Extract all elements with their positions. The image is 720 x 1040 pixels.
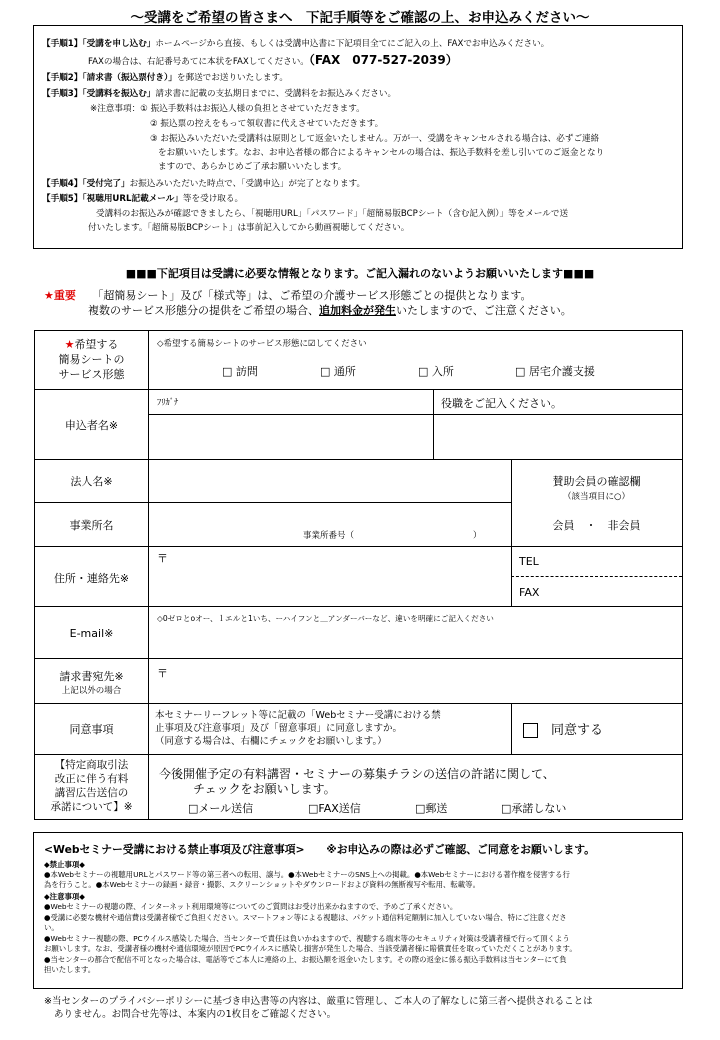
ad-option-decline[interactable]: □承諾しない xyxy=(501,802,567,815)
rules-title: <Webセミナー受講における禁止事項及び注意事項> ※お申込みの際は必ずご確認、ご同意をお願いします。 xyxy=(44,843,595,856)
important-line-2c: いたしますので、ご注意ください。 xyxy=(396,304,572,317)
application-steps-box xyxy=(33,25,683,249)
member-title: 賛助会員の確認欄 xyxy=(552,475,641,488)
ad-label-2: 改正に伴う有料 xyxy=(54,773,129,785)
fax-label: FAX xyxy=(519,586,540,599)
consent-check-label: 同意する xyxy=(551,723,604,738)
step-5-text: 等を受け取る。 xyxy=(182,194,244,204)
ad-consent-label xyxy=(35,758,148,814)
step-1-text: ホームページから直接、もしくは受講申込書に下記項目全てにご記入の上、FAXでお申込みください。 xyxy=(155,39,550,49)
ad-option-mail[interactable]: □郵送 xyxy=(415,802,448,815)
invoice-postal-mark: 〒 xyxy=(157,667,168,680)
ad-text-1: 今後開催予定の有料講習・セミナーの募集チラシの送信の許諾に関して、 xyxy=(159,767,555,781)
applicant-label: 申込者名※ xyxy=(64,419,119,432)
ad-consent-text xyxy=(159,767,555,797)
service-label-1: 希望する xyxy=(74,338,119,351)
required-notice: ■■■下記項目は受講に必要な情報となります。ご記入漏れのないようお願いいたします■■■ xyxy=(125,267,595,280)
step-5 xyxy=(42,193,243,205)
service-option-visit[interactable]: □ 訪問 xyxy=(222,365,258,378)
important-line-1: 「超簡易シート」及び「様式等」は、ご希望の介護サービス形態ごとの提供となります。 xyxy=(97,289,532,302)
caution-1: ●Webセミナーの視聴の際、インターネット利用環境等についてのご質問はお受け出来かねますので、予めご了承ください。 xyxy=(44,902,458,911)
email-label: E-mail※ xyxy=(69,627,114,640)
prohibit-2: 為を行うこと。●本Webセミナーの録画・録音・撮影、スクリーンショットやダウンロードおよび資料の無断複写や転用、転載等。 xyxy=(44,880,480,889)
step-2 xyxy=(42,72,288,84)
consent-checkbox[interactable] xyxy=(523,719,603,738)
privacy-line-1: ※当センターのプライバシーポリシーに基づき申込書等の内容は、厳重に管理し、ご本人の了解なしに第三者へ提供されることは xyxy=(44,996,593,1007)
service-option-residential[interactable]: □ 入所 xyxy=(418,365,454,378)
step-1 xyxy=(42,38,549,50)
invoice-sub-label: 上記以外の場合 xyxy=(61,686,122,696)
service-label-2: 簡易シートの xyxy=(58,353,125,366)
step-5-detail-2: 付いたします。「超簡易版BCPシート」は事前記入してから動画視聴してください。 xyxy=(88,223,410,233)
fax-number: （FAX 077-527-2039） xyxy=(308,53,458,67)
step-1-fax-text: FAXの場合は、右記番号あてに本状をFAXしてください。 xyxy=(88,57,309,67)
service-option-home-care-support[interactable]: □ 居宅介護支援 xyxy=(515,365,595,378)
caution-heading: ◆注意事項◆ xyxy=(44,892,85,901)
note-3b: をお願いいたします。なお、お申込者様の都合によるキャンセルの場合は、振込手数料を差し引いてのご返金となり xyxy=(158,148,605,158)
caution-6: ●当センターの都合で配信不可となった場合は、電話等でご本人に連絡の上、お振込額を返金いたします。その際の返金に係る振込手数料は当センターにて負 xyxy=(44,955,567,964)
step-3 xyxy=(42,88,396,100)
page-title: ～受講をご希望の皆さまへ 下記手順等をご確認の上、お申込みください～ xyxy=(130,10,590,26)
note-1: ※注意事項：① 振込手数料はお振込人様の負担とさせていただきます。 xyxy=(90,104,365,114)
service-prompt: ◇希望する簡易シートのサービス形態に☑してください xyxy=(157,339,367,349)
consent-text xyxy=(155,709,441,748)
step-1-label: 【手順1】「受講を申し込む」 xyxy=(42,39,156,49)
important-note xyxy=(44,288,572,318)
step-5-detail: 受講料のお振込みが確認できましたら、「視聴用URL」「パスワード」「超簡易版BCPシート（含む記入例）」等をメールで送 xyxy=(96,209,569,219)
invoice-label: 請求書宛先※ xyxy=(59,670,124,683)
privacy-line-2: ありません。お問合せ先等は、本案内の1枚目をご確認ください。 xyxy=(54,1009,337,1020)
member-sub: （該当項目に○） xyxy=(563,492,630,502)
ad-text-2: チェックをお願いします。 xyxy=(193,782,336,796)
email-note: ◇0ゼロとoオー、ｌエルと1いち、ーハイフンと＿アンダーバーなど、違いを明確にご記入ください xyxy=(157,614,494,623)
consent-label: 同意事項 xyxy=(69,723,114,736)
step-1-fax xyxy=(88,54,458,68)
service-type-label xyxy=(35,337,148,382)
ad-label-4: 承諾について】※ xyxy=(50,801,133,813)
member-options[interactable]: 会員 ・ 非会員 xyxy=(552,519,641,532)
note-3a: ③ お振込みいただいた受講料は原則として返金いたしません。万が一、受講をキャンセルされる場合は、必ずご連絡 xyxy=(150,134,600,144)
additional-fee: 追加料金が発生 xyxy=(319,304,396,317)
caution-4: ●Webセミナー視聴の際、PCウイルス感染した場合、当センターで責任は負いかねますので、視聴する端末等のセキュリティ対策は受講者様で行って頂くよう xyxy=(44,934,570,943)
step-4-text: お振込みいただいた時点で、「受講申込」が完了となります。 xyxy=(129,179,366,189)
consent-text-3: （同意する場合は、右欄にチェックをお願いします。） xyxy=(155,736,387,747)
consent-text-1: 本セミナーリーフレット等に記載の「Webセミナー受講における禁 xyxy=(155,710,441,721)
note-2: ② 振込票の控えをもって領収書に代えさせていただきます。 xyxy=(150,119,384,129)
postal-mark: 〒 xyxy=(157,552,168,565)
application-form xyxy=(34,330,683,820)
corporation-label: 法人名※ xyxy=(70,475,113,488)
caution-2: ●受講に必要な機材や通信費は受講者様でご負担ください。スマートフォン等による視聴は、パケット通信料定額制に加入していない場合、特にご注意くださ xyxy=(44,913,567,922)
important-line-2a: 複数のサービス形態分の提供をご希望の場合、 xyxy=(88,304,319,317)
prohibit-heading: ◆禁止事項◆ xyxy=(44,860,85,869)
service-star: ★ xyxy=(64,338,75,351)
step-2-label: 【手順2】「請求書（振込票付き）」 xyxy=(42,73,177,83)
step-5-label: 【手順5】「視聴用URL記載メール」 xyxy=(42,194,183,204)
office-number-field[interactable]: 事業所番号（ ） xyxy=(303,531,482,541)
position-prompt: 役職をご記入ください。 xyxy=(441,397,562,410)
web-seminar-rules-box xyxy=(33,832,683,989)
consent-checkbox-icon[interactable] xyxy=(523,723,538,738)
ad-label-3: 講習広告送信の xyxy=(54,787,129,799)
consent-text-2: 止事項及び注意事項」及び「留意事項」に同意しますか。 xyxy=(155,723,403,734)
note-3c: ますので、あらかじめご了承お願いいたします。 xyxy=(158,162,347,172)
ad-label-1: 【特定商取引法 xyxy=(54,759,129,771)
ad-option-email[interactable]: □メール送信 xyxy=(188,802,254,815)
caution-7: 担いたします。 xyxy=(44,965,96,974)
service-option-daycare[interactable]: □ 通所 xyxy=(320,365,356,378)
step-2-text: を郵送でお送りいたします。 xyxy=(176,73,288,83)
office-label: 事業所名 xyxy=(69,519,114,532)
caution-3: い。 xyxy=(44,923,59,932)
step-4-label: 【手順4】「受付完了」 xyxy=(42,179,130,189)
step-3-label: 【手順3】「受講料を振込む」 xyxy=(42,89,156,99)
step-3-text: 請求書に記載の支払期日までに、受講料をお振込みください。 xyxy=(155,89,397,99)
step-4 xyxy=(42,178,365,190)
privacy-note xyxy=(44,995,593,1021)
furigana-label: ﾌﾘｶﾞﾅ xyxy=(157,398,179,408)
caution-5: お願いします。なお、受講者様の機材や通信環境が原因でPCウイルスに感染し損害が発生した場合、当該受講者様に賠償責任を取っていただくことがあります。 xyxy=(44,944,577,953)
tel-label: TEL xyxy=(519,555,539,568)
important-mark: ★重要 xyxy=(44,289,76,302)
service-label-3: サービス形態 xyxy=(58,368,125,381)
prohibit-1: ●本Webセミナーの視聴用URLとパスワード等の第三者への転用、譲与。●本WebセミナーのSNS上への掲載。●本Webセミナーにおける著作権を侵害する行 xyxy=(44,870,570,879)
ad-option-fax[interactable]: □FAX送信 xyxy=(308,802,361,815)
address-label: 住所・連絡先※ xyxy=(53,572,130,585)
